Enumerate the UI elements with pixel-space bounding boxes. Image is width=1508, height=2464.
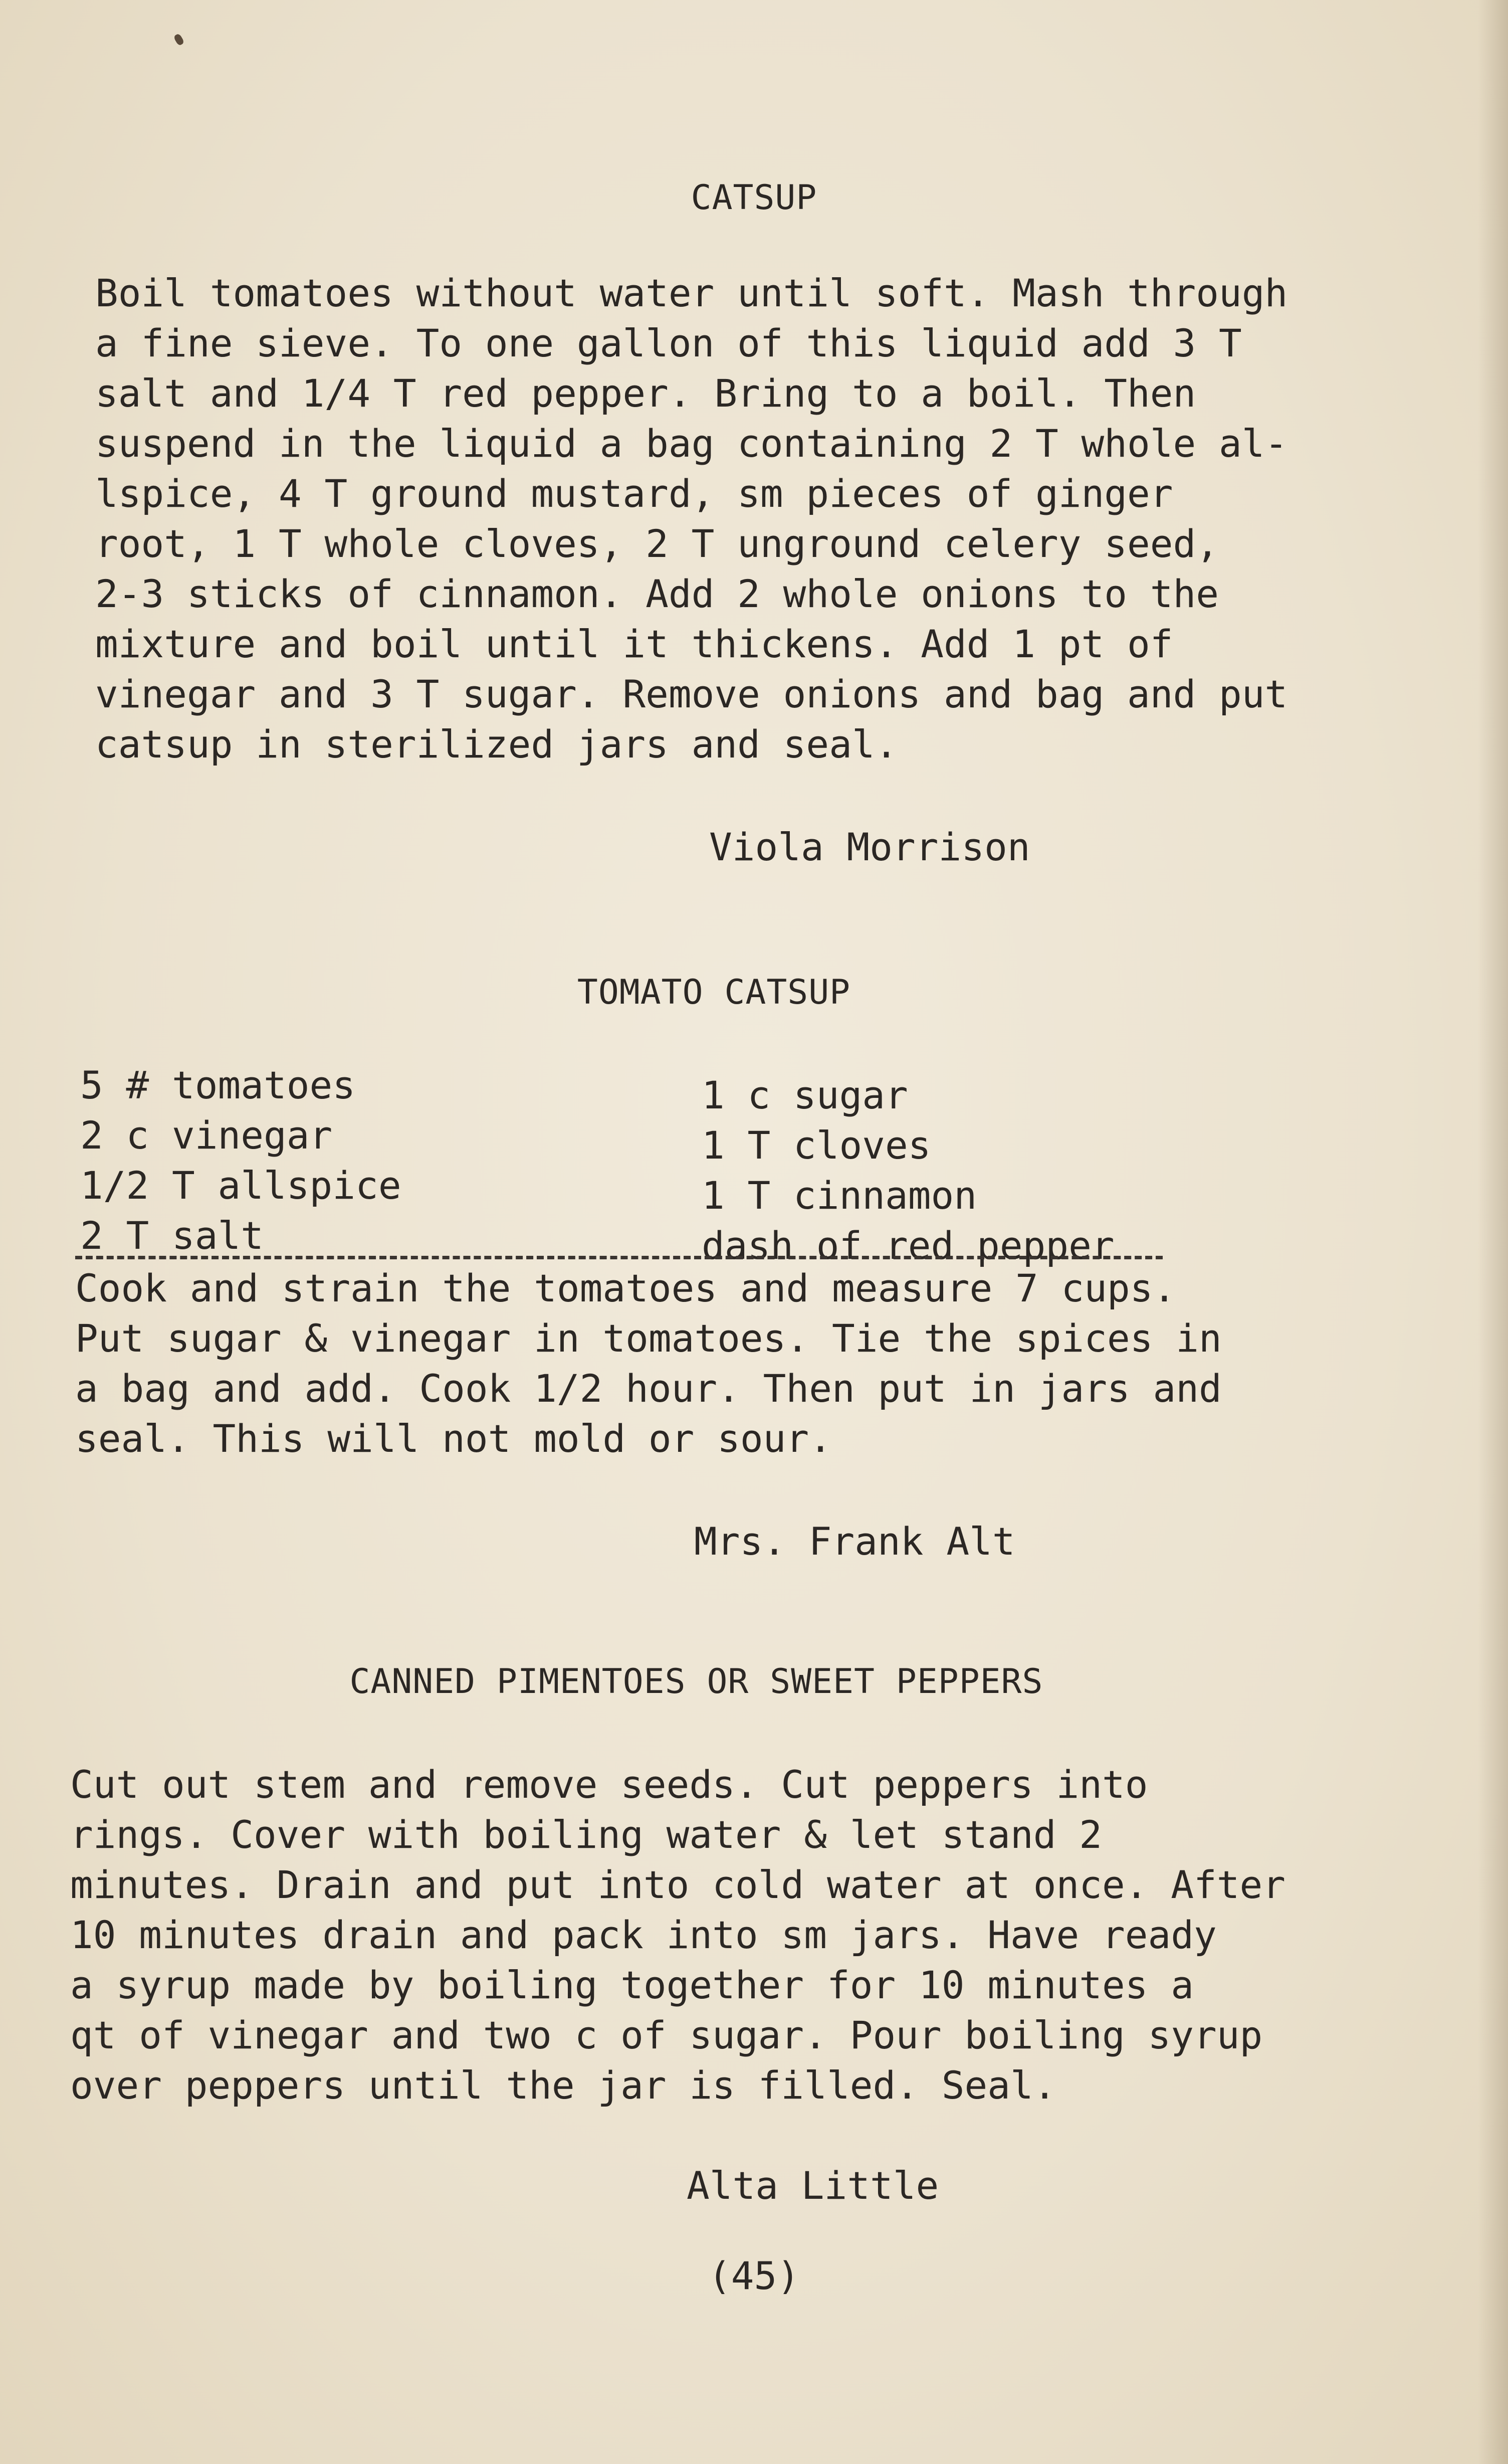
body-line: qt of vinegar and two c of sugar. Pour boiling syrup (70, 2013, 1263, 2057)
body-line: rings. Cover with boiling water & let stand 2 (70, 1812, 1103, 1857)
ingredient-item: 1/2 T allspice (80, 1163, 401, 1208)
recipe-author-canned-pimentoes: Alta Little (687, 2163, 939, 2208)
body-line: vinegar and 3 T sugar. Remove onions and bag and put (95, 672, 1288, 716)
body-line: a fine sieve. To one gallon of this liquid add 3 T (95, 321, 1242, 365)
recipe-author-tomato-catsup: Mrs. Frank Alt (694, 1519, 1015, 1564)
body-line: suspend in the liquid a bag containing 2 T whole al- (95, 421, 1288, 466)
recipe-body-tomato-catsup (75, 1263, 1222, 1464)
body-line: catsup in sterilized jars and seal. (95, 722, 898, 767)
recipe-author-catsup: Viola Morrison (709, 825, 1030, 869)
ingredient-item: 2 c vinegar (80, 1113, 333, 1158)
body-line: Cook and strain the tomatoes and measure 7 cups. (75, 1266, 1176, 1310)
body-line: Put sugar & vinegar in tomatoes. Tie the spices in (75, 1316, 1222, 1361)
recipe-title-canned-pimentoes: CANNED PIMENTOES OR SWEET PEPPERS (349, 1662, 1043, 1701)
body-line: seal. This will not mold or sour. (75, 1416, 832, 1461)
body-line: 2-3 sticks of cinnamon. Add 2 whole onions to the (95, 572, 1219, 616)
body-line: minutes. Drain and put into cold water at once. After (70, 1862, 1286, 1907)
body-line: Boil tomatoes without water until soft. Mash through (95, 271, 1288, 315)
body-line: a bag and add. Cook 1/2 hour. Then put in jars and (75, 1366, 1222, 1411)
ingredient-column-right (702, 1070, 1115, 1271)
page-number: (45) (708, 2253, 800, 2298)
body-line: mixture and boil until it thickens. Add 1 pt of (95, 622, 1173, 666)
body-line: a syrup made by boiling together for 10 minutes a (70, 1963, 1194, 2007)
ink-speck (173, 33, 184, 46)
recipe-title-catsup: CATSUP (691, 178, 817, 218)
page-edge-shadow (1478, 0, 1508, 2464)
ingredient-column-left (80, 1060, 401, 1261)
ingredient-item: 2 T salt (80, 1213, 264, 1258)
ingredient-item: 1 c sugar (702, 1073, 908, 1117)
body-line: over peppers until the jar is filled. Seal. (70, 2063, 1056, 2108)
recipe-title-tomato-catsup: TOMATO CATSUP (577, 973, 851, 1012)
body-line: Cut out stem and remove seeds. Cut peppers into (70, 1762, 1148, 1807)
body-line: lspice, 4 T ground mustard, sm pieces of ginger (95, 471, 1173, 516)
body-line: salt and 1/4 T red pepper. Bring to a boil. Then (95, 371, 1196, 416)
ingredient-item: 1 T cinnamon (702, 1173, 977, 1218)
body-line: root, 1 T whole cloves, 2 T unground celery seed, (95, 521, 1219, 566)
ingredient-item: 1 T cloves (702, 1123, 931, 1168)
recipe-body-canned-pimentoes (70, 1760, 1285, 2111)
ingredient-item: dash of red pepper (702, 1223, 1115, 1268)
ingredient-item: 5 # tomatoes (80, 1063, 356, 1107)
ingredient-divider-dashes (75, 1256, 1163, 1259)
recipe-body-catsup (95, 268, 1287, 770)
ingredient-list (80, 1060, 1233, 1271)
body-line: 10 minutes drain and pack into sm jars. Have ready (70, 1913, 1217, 1957)
